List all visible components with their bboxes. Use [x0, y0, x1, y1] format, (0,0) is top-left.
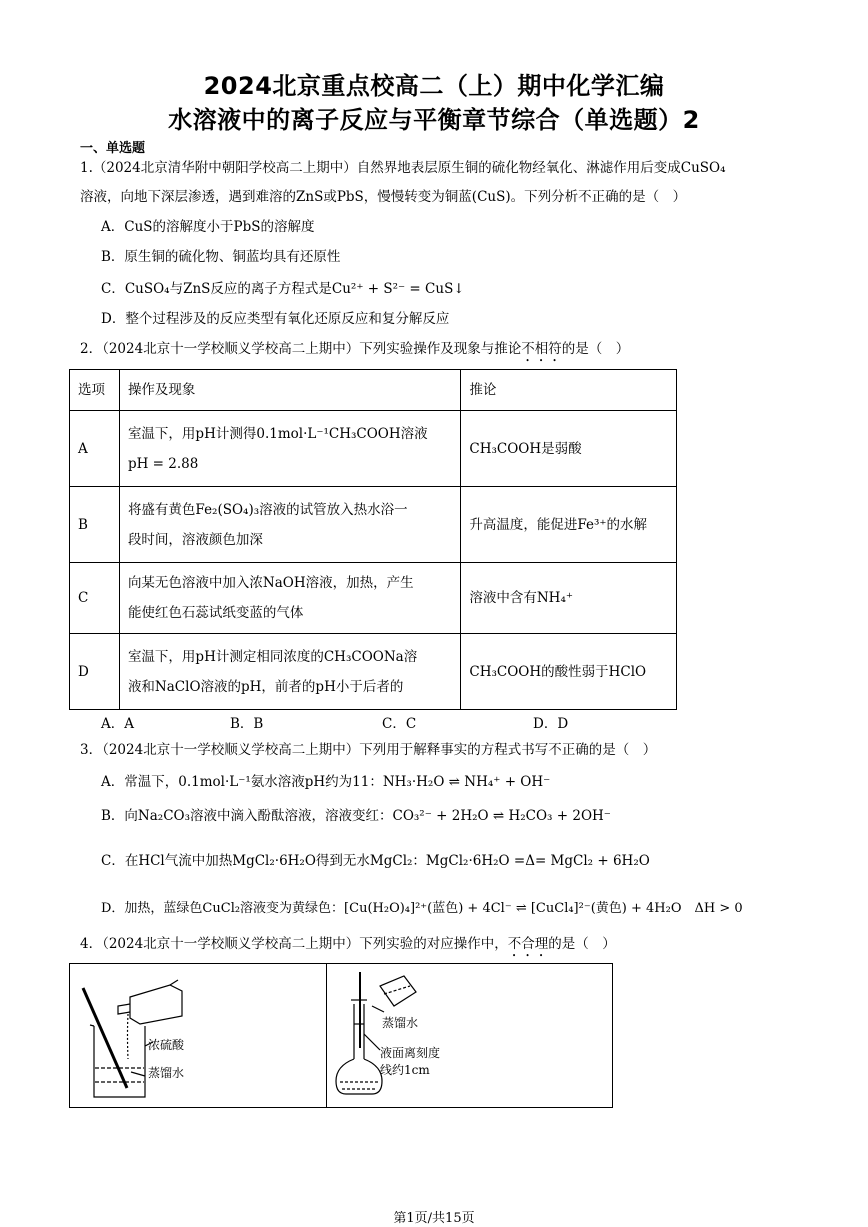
operation-line: 液和NaClO溶液的pH，前者的pH小于后者的 — [127, 678, 404, 695]
question-1-stem-line2: 溶液，向地下深层渗透，遇到难溶的ZnS或PbS，慢慢转变为铜蓝(CuS)。下列分析不正确的是（ ） — [80, 189, 687, 205]
page-title-line1: 2024北京重点校高二（上）期中化学汇编 — [203, 72, 665, 100]
table-cell-operation — [119, 563, 460, 634]
question-2-emphasis: 不相符 — [521, 341, 562, 357]
question-4-emphasis: 不合理 — [507, 936, 549, 952]
figure-divider — [326, 964, 327, 1107]
table-cell-operation — [119, 634, 460, 710]
operation-line: 室温下，用pH计测得0.1mol·L⁻¹CH₃COOH溶液 — [127, 425, 428, 442]
question-2-answer-a: A．A — [101, 716, 134, 732]
operation-line: 段时间，溶液颜色加深 — [127, 531, 263, 548]
question-2-stem-suffix: 的是（ ） — [561, 341, 630, 357]
volumetric-flask-figure — [332, 964, 472, 1107]
operation-line: pH = 2.88 — [127, 455, 199, 472]
label-distilled-water-right: 蒸馏水 — [382, 1016, 419, 1030]
operation-line: 室温下，用pH计测定相同浓度的CH₃COONa溶 — [127, 648, 418, 665]
operation-line: 向某无色溶液中加入浓NaOH溶液，加热，产生 — [127, 575, 414, 591]
question-3-option-b: B．向Na₂CO₃溶液中滴入酚酞溶液，溶液变红：CO₃²⁻ + 2H₂O ⇌ H₂CO₃ + 2OH⁻ — [101, 808, 611, 824]
question-3-option-c: C．在HCl气流中加热MgCl₂·6H₂O得到无水MgCl₂：MgCl₂·6H₂O =Δ= MgCl₂ + 6H₂O — [101, 853, 650, 869]
label-conc-sulfuric-acid: 浓硫酸 — [148, 1038, 185, 1052]
table-cell-option: B — [70, 487, 120, 563]
label-distilled-water-left: 蒸馏水 — [148, 1066, 185, 1080]
question-3-stem: 3．（2024北京十一学校顺义学校高二上期中）下列用于解释事实的方程式书写不正确的是（ ） — [80, 742, 657, 758]
table-row — [70, 634, 677, 710]
question-1-option-a: A．CuS的溶解度小于PbS的溶解度 — [101, 219, 315, 235]
table-row — [70, 487, 677, 563]
question-4-stem-suffix: 的是（ ） — [548, 936, 616, 952]
table-cell-conclusion: 升高温度，能促进Fe³⁺的水解 — [461, 487, 677, 563]
question-3-option-a: A．常温下，0.1mol·L⁻¹氨水溶液pH约为11：NH₃·H₂O ⇌ NH₄⁺ + OH⁻ — [101, 774, 551, 790]
question-1-option-b: B．原生铜的硫化物、铜蓝均具有还原性 — [101, 249, 341, 265]
section-heading: 一、单选题 — [80, 141, 146, 156]
table-cell-conclusion: 溶液中含有NH₄⁺ — [461, 563, 677, 634]
question-4-stem — [80, 934, 616, 960]
question-1-option-c: C．CuSO₄与ZnS反应的离子方程式是Cu²⁺ + S²⁻ = CuS↓ — [101, 281, 465, 297]
question-4-figure-box — [69, 963, 613, 1108]
operation-line: 能使红色石蕊试纸变蓝的气体 — [127, 605, 304, 621]
table-cell-operation — [119, 487, 460, 563]
question-2-stem — [80, 339, 629, 365]
question-2-stem-prefix: 2．（2024北京十一学校顺义学校高二上期中）下列实验操作及现象与推论 — [80, 341, 522, 357]
dilution-figure — [70, 964, 326, 1107]
question-1-option-d: D．整个过程涉及的反应类型有氧化还原反应和复分解反应 — [101, 311, 450, 327]
page-title-line2: 水溶液中的离子反应与平衡章节综合（单选题）2 — [168, 106, 700, 134]
table-cell-option: D — [70, 634, 120, 710]
table-header-conclusion: 推论 — [461, 370, 677, 411]
table-cell-conclusion: CH₃COOH是弱酸 — [461, 411, 677, 487]
operation-line: 将盛有黄色Fe₂(SO₄)₃溶液的试管放入热水浴一 — [127, 501, 408, 518]
question-1-stem-line1: 1.（2024北京清华附中朝阳学校高二上期中）自然界地表层原生铜的硫化物经氧化、淋滤作用后变成CuSO₄ — [80, 160, 726, 176]
table-cell-operation — [119, 411, 460, 487]
question-2-answer-d: D．D — [533, 716, 569, 732]
label-about-1cm: 线约1cm — [380, 1063, 430, 1077]
question-3-option-d: D．加热，蓝绿色CuCl₂溶液变为黄绿色：[Cu(H₂O)₄]²⁺(蓝色) + 4Cl⁻ ⇌ [CuCl₄]²⁻(黄色) + 4H₂O ΔH > 0 — [101, 901, 743, 916]
label-level-from-mark: 液面离刻度 — [380, 1046, 441, 1060]
table-row — [70, 563, 677, 634]
question-2-answer-c: C．C — [382, 716, 417, 732]
table-header-operation: 操作及现象 — [119, 370, 460, 411]
table-row — [70, 411, 677, 487]
table-header-option: 选项 — [70, 370, 120, 411]
question-2-table — [69, 369, 677, 710]
question-2-answer-b: B．B — [230, 716, 264, 732]
page-footer: 第1页/共15页 — [393, 1211, 475, 1226]
table-cell-option: C — [70, 563, 120, 634]
table-cell-conclusion: CH₃COOH的酸性弱于HClO — [461, 634, 677, 710]
question-4-stem-prefix: 4．（2024北京十一学校顺义学校高二上期中）下列实验的对应操作中， — [80, 936, 508, 952]
table-cell-option: A — [70, 411, 120, 487]
